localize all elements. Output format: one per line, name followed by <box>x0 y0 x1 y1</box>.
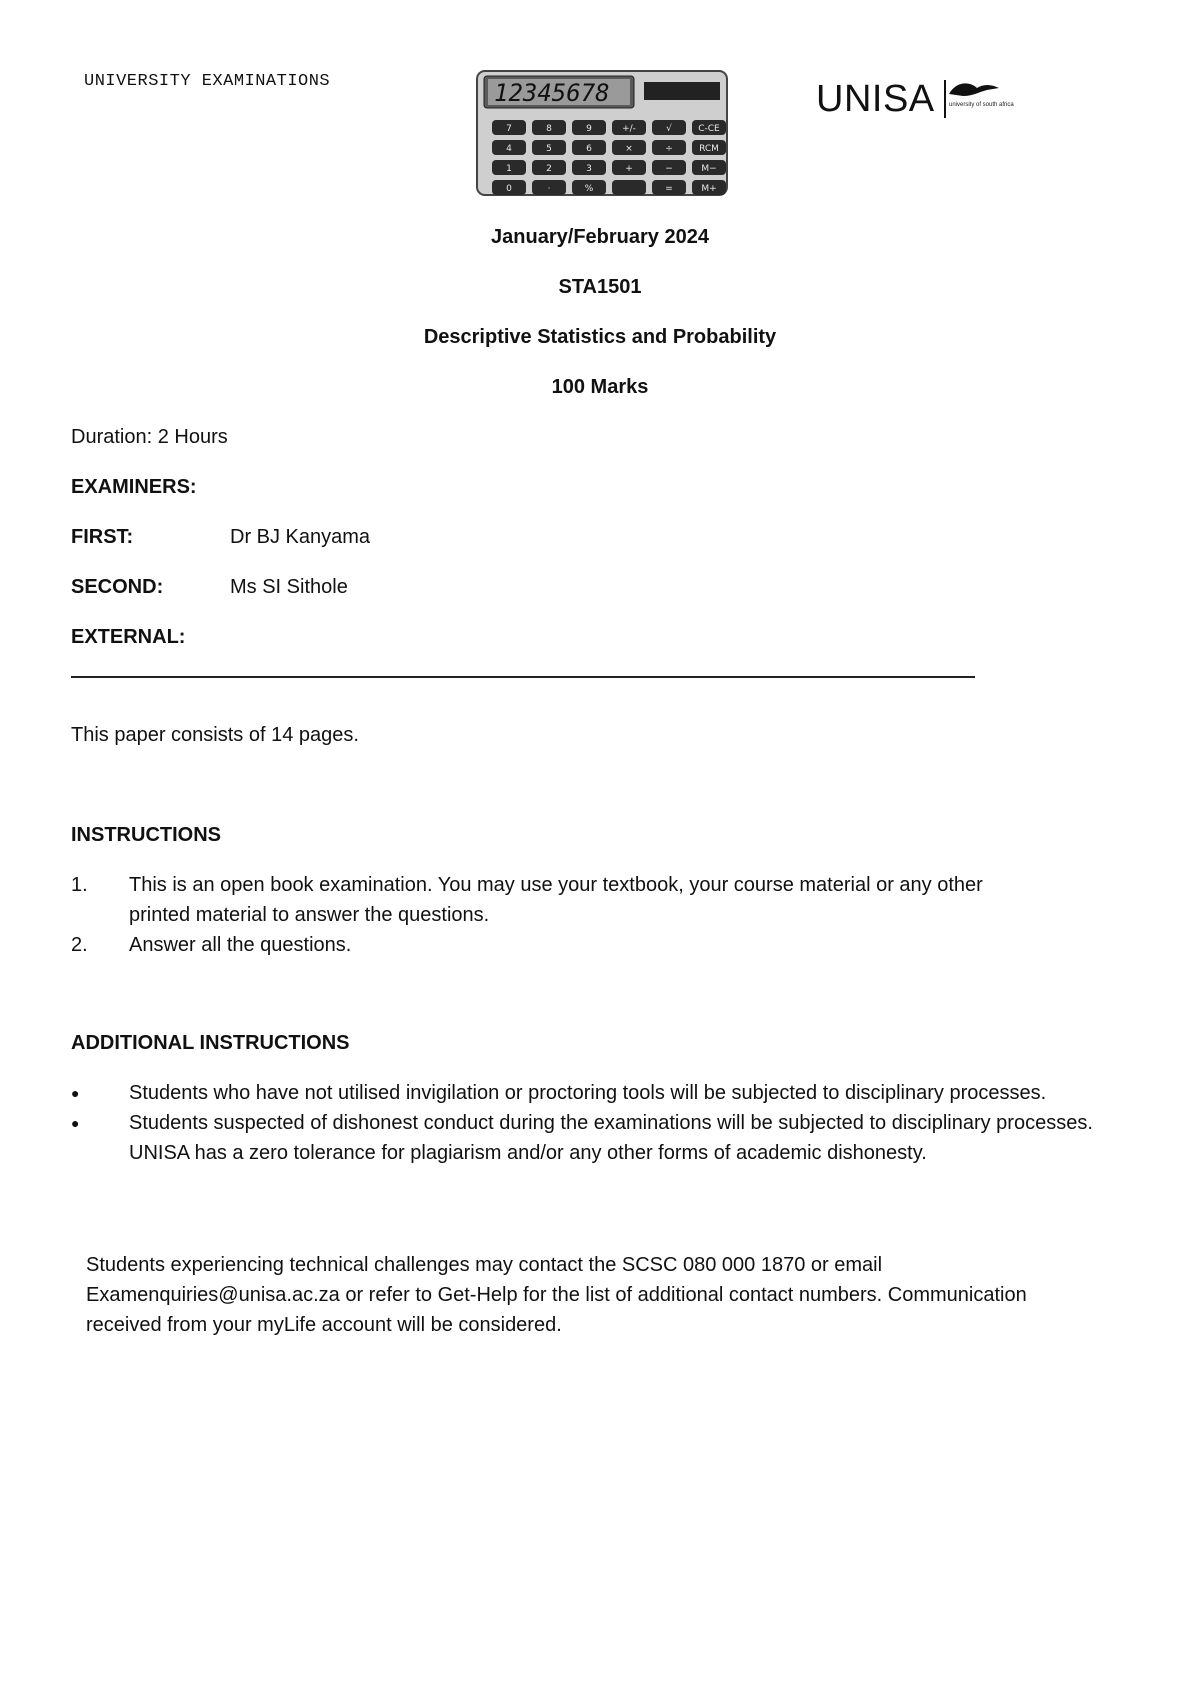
bullet-icon: ● <box>71 1085 80 1101</box>
module-name: Descriptive Statistics and Probability <box>423 326 777 348</box>
bullet-icon: ● <box>71 1115 80 1131</box>
calculator-key-label: 7 <box>506 124 512 134</box>
calculator-key-label: + <box>625 164 633 174</box>
calculator-key-label: % <box>584 184 594 194</box>
calculator-key <box>532 140 566 155</box>
contact-information: Students experiencing technical challenges may contact the SCSC 080 000 1870 or email Examenquiries@unisa.ac.za or refer to Get-Help for the list of additional contact numbers. Communication received from your myLife account will be considered. <box>86 1254 1027 1336</box>
list-item <box>71 1108 1111 1168</box>
calculator-key-label: 8 <box>546 124 552 134</box>
calculator-key <box>612 120 646 135</box>
list-item-text: Answer all the questions. <box>129 934 352 956</box>
list-item-number: 1. <box>71 874 88 896</box>
calculator-key-label: 5 <box>546 144 552 154</box>
list-item-text: Students who have not utilised invigilation or proctoring tools will be subjected to disciplinary processes. <box>129 1082 1047 1104</box>
calculator-key-label: 2 <box>546 164 552 174</box>
calculator-key-label: 6 <box>586 144 592 154</box>
second-examiner-label: SECOND: <box>71 576 164 598</box>
header-label: UNIVERSITY EXAMINATIONS <box>84 72 331 91</box>
calculator-key-label: · <box>547 184 551 194</box>
calculator-key-label: 3 <box>586 164 592 174</box>
calculator-key <box>692 180 726 195</box>
instructions-heading: INSTRUCTIONS <box>71 824 221 846</box>
calculator-key <box>532 160 566 175</box>
logo-text: UNISA <box>816 78 935 120</box>
calculator-key-label: 1 <box>506 164 512 174</box>
unisa-emblem-icon <box>943 78 1014 120</box>
calculator-key <box>492 180 526 195</box>
calculator-display: 12345678 <box>494 79 610 107</box>
calculator-key <box>572 160 606 175</box>
calculator-key <box>612 160 646 175</box>
first-examiner-label: FIRST: <box>71 526 134 548</box>
calculator-key <box>532 120 566 135</box>
logo-tagline: university of south africa <box>948 102 1014 108</box>
calculator-key <box>492 140 526 155</box>
external-examiner-label: EXTERNAL: <box>71 626 186 648</box>
calculator-key <box>572 180 606 195</box>
calculator-key-label: 4 <box>506 144 512 154</box>
calculator-key-label: − <box>665 164 673 174</box>
calculator-key <box>532 180 566 195</box>
calculator-key-label: √ <box>666 124 672 134</box>
calculator-key-label: M+ <box>701 184 717 194</box>
calculator-key-label: C-CE <box>698 124 720 134</box>
calculator-key <box>572 140 606 155</box>
calculator-key <box>692 120 726 135</box>
list-item <box>71 1078 1111 1108</box>
calculator-key <box>652 140 686 155</box>
calculator-image <box>476 70 728 196</box>
calculator-key <box>692 160 726 175</box>
calculator-key <box>612 180 646 195</box>
page-count-note: This paper consists of 14 pages. <box>71 724 359 746</box>
calculator-key <box>652 160 686 175</box>
separator-line <box>71 676 975 678</box>
calculator-key-label: 9 <box>586 124 592 134</box>
calculator-key-label: M− <box>701 164 717 174</box>
calculator-key <box>652 180 686 195</box>
list-item-text: This is an open book examination. You may use your textbook, your course material or any other printed material to answer the questions. <box>129 874 983 926</box>
list-item-number: 2. <box>71 934 88 956</box>
calculator-key-label: RCM <box>699 144 719 154</box>
second-examiner-name: Ms SI Sithole <box>230 576 348 598</box>
unisa-logo <box>816 78 1014 120</box>
additional-instructions-list <box>71 1078 1111 1168</box>
calculator-key <box>652 120 686 135</box>
calculator-key <box>612 140 646 155</box>
instructions-list <box>71 870 1111 960</box>
calculator-key-label: 0 <box>506 184 512 194</box>
calculator-key-label: = <box>665 184 673 194</box>
calculator-key <box>492 160 526 175</box>
list-item <box>71 930 1111 960</box>
calculator-key-label: × <box>625 144 633 154</box>
module-code: STA1501 <box>558 276 642 298</box>
duration: Duration: 2 Hours <box>71 426 228 448</box>
calculator-key-label: +/- <box>622 124 636 134</box>
calculator-key <box>572 120 606 135</box>
calculator-key <box>492 120 526 135</box>
total-marks: 100 Marks <box>551 376 649 398</box>
examiners-heading: EXAMINERS: <box>71 476 197 498</box>
calculator-key-label: ÷ <box>665 144 673 154</box>
list-item-text: Students suspected of dishonest conduct during the examinations will be subjected to disciplinary processes. UNISA has a zero tolerance for plagiarism and/or any other forms of academic dishonesty. <box>129 1112 1093 1164</box>
exam-session: January/February 2024 <box>491 226 709 248</box>
list-item <box>71 870 1111 930</box>
first-examiner-name: Dr BJ Kanyama <box>230 526 371 548</box>
calculator-key <box>692 140 726 155</box>
additional-instructions-heading: ADDITIONAL INSTRUCTIONS <box>71 1032 350 1054</box>
